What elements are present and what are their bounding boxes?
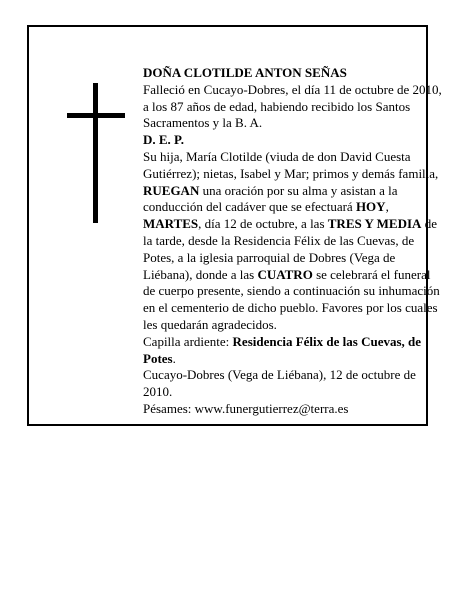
capilla-label: Capilla ardiente: [143, 333, 233, 349]
cross-vertical-bar [93, 83, 98, 223]
ruegan-word: RUEGAN [143, 182, 200, 198]
cuatro-time: CUATRO [257, 266, 313, 282]
obituary-notice [27, 25, 442, 426]
family-list: Su hija, María Clotilde (viuda de don David Cuesta Gutiérrez); nietas, Isabel y Mar; primos y demás familia, [143, 148, 439, 181]
funeral-request [143, 183, 445, 334]
request-text-1: una oración por su alma y asistan a la conducción del cadáver que se efectuará [143, 182, 398, 215]
dep-abbreviation: D. E. P. [143, 132, 185, 148]
hoy-word: HOY [355, 199, 386, 215]
tres-y-media-time: TRES Y MEDIA [327, 216, 422, 232]
request-text-4: de la tarde, desde la Residencia Félix de las Cuevas, de Potes, a la iglesia parroquial de Dobres (Vega de Liébana), donde a las [143, 216, 437, 282]
death-details: Falleció en Cucayo-Dobres, el día 11 de octubre de 2010, a los 87 años de edad, habiendo recibido los Santos Sacramentos y la B. A. [143, 81, 442, 131]
request-text-2: , [385, 199, 389, 215]
place-and-date: Cucayo-Dobres (Vega de Liébana), 12 de octubre de 2010. [143, 367, 416, 400]
capilla-end: . [172, 350, 176, 366]
capilla-ardiente [143, 334, 445, 368]
capilla-place: Residencia Félix de las Cuevas, de Potes [143, 333, 422, 366]
obituary-text [143, 65, 445, 418]
condolences-contact: Pésames: www.funergutierrez@terra.es [143, 400, 349, 416]
request-text-3: , día 12 de octubre, a las [198, 216, 328, 232]
martes-word: MARTES [143, 216, 199, 232]
cross-horizontal-bar [67, 113, 125, 118]
deceased-name: DOÑA CLOTILDE ANTON SEÑAS [143, 65, 347, 80]
request-text-5: se celebrará el funeral de cuerpo presente, siendo a continuación su inhumación en el cementerio de dicho pueblo. Favores por los cuales les quedarán agradecidos. [143, 266, 440, 332]
